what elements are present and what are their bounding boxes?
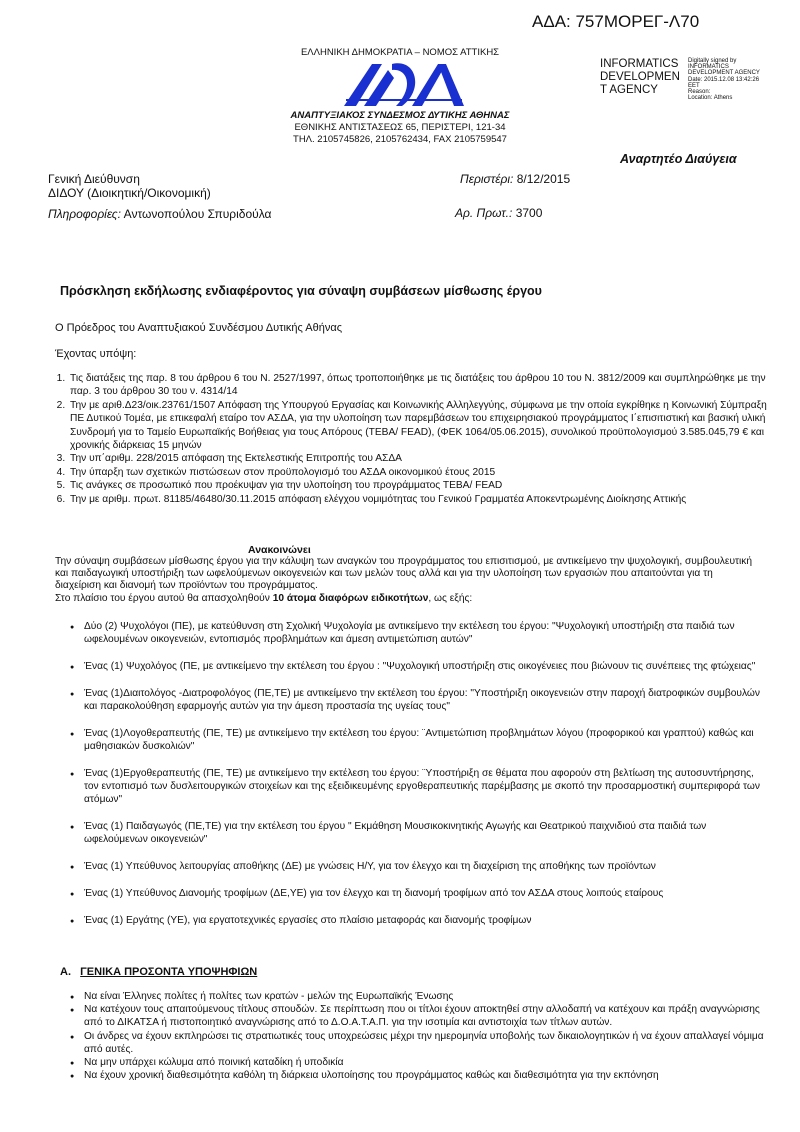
- having-line: Έχοντας υπόψη:: [55, 348, 137, 360]
- list-item: ● Να έχουν χρονική διαθεσιμότητα καθόλη τη διάρκεια υλοποίησης του προγράμματος καθώς και διαθεσιμότητα για την εκπόνηση: [84, 1069, 764, 1082]
- protocol-line: Αρ. Πρωτ.: 3700: [455, 206, 543, 220]
- list-item: 1. Τις διατάξεις της παρ. 8 του άρθρου 6 του Ν. 2527/1997, όπως τροποποιήθηκε με τις διατάξεις του άρθρου 10 του Ν. 3812/2009 και συμπληρώθηκε με την παρ. 3 του άρθρου 30 του ν. 4314/14: [68, 372, 768, 399]
- list-item: 5. Τις ανάγκες σε προσωπικό που προέκυψαν για την υλοποίηση του προγράμματος ΤΕΒΑ/ FEAD: [68, 479, 768, 492]
- list-item: ● Ένας (1) Παιδαγωγός (ΠΕ,ΤΕ) για την εκτέλεση του έργου " Εκμάθηση Μουσικοκινητικής Αγωγής και Θεατρικού παιχνιδιού στα παιδιά των ωφελούμενων οικογενειών": [84, 820, 764, 846]
- list-item: ● Δύο (2) Ψυχολόγοι (ΠΕ), με κατεύθυνση στη Σχολική Ψυχολογία με αντικείμενο την εκτέλεση του έργου: "Ψυχολογική υποστήριξη στα παιδιά των ωφελουμένων οικογενειών, εντοπισμός προβλημάτων και άμεση αντιμετώπιση αυτών": [84, 620, 764, 646]
- org-address: ΕΘΝΙΚΗΣ ΑΝΤΙΣΤΑΣΕΩΣ 65, ΠΕΡΙΣΤΕΡΙ, 121-34: [294, 122, 506, 133]
- announce-body: Την σύναψη συμβάσεων μίσθωσης έργου για την κάλυψη των αναγκών του προγράμματος του επισιτισμού, με αντικείμενο την ψυχολογική, συμβουλευτική και παιδαγωγική υποστήριξη των ωφελούμενων οικογενειών και των μελών τους αλλά και για την υλοποίηση των εργασιών που απαιτούνται για τη διαχείριση και διανομή των προϊόντων του προγράμματος. Στο πλαίσιο του έργου αυτού θα απασχοληθούν 10 άτομα διαφόρων ειδικοτήτων, ως εξής:: [55, 556, 753, 604]
- list-item: ● Ένας (1) Υπεύθυνος Διανομής τροφίμων (ΔΕ,ΥΕ) για τον έλεγχο και τη διανομή τροφίμων από τον ΑΣΔΑ στους λοιπούς εταίρους: [84, 887, 764, 900]
- date-line: Περιστέρι: 8/12/2015: [460, 172, 571, 186]
- asda-logo: [342, 60, 466, 108]
- org-name: ΑΝΑΠΤΥΞΙΑΚΟΣ ΣΥΝΔΕΣΜΟΣ ΔΥΤΙΚΗΣ ΑΘΗΝΑΣ: [290, 110, 510, 121]
- signature-name: INFORMATICS DEVELOPMEN T AGENCY: [600, 58, 680, 96]
- info-line: Πληροφορίες: Αντωνοπούλου Σπυριδούλα: [48, 207, 272, 221]
- list-item: ● Να μην υπάρχει κώλυμα από ποινική καταδίκη ή υποδικία: [84, 1056, 764, 1069]
- section-a-heading: Α. ΓΕΝΙΚΑ ΠΡΟΣΟΝΤΑ ΥΠΟΨΗΦΙΩΝ: [60, 966, 258, 978]
- org-phones: ΤΗΛ. 2105745826, 2105762434, FAX 2105759547: [293, 134, 507, 145]
- list-item: ● Ένας (1)Διαιτολόγος -Διατροφολόγος (ΠΕ,ΤΕ) με αντικείμενο την εκτέλεση του έργου: "Υποστήριξη οικογενειών στην παροχή διατροφικών συμβουλών και παρακολούθηση εφαρμογής αυτών για την άμεση προστασία της υγείας τους": [84, 687, 764, 713]
- list-item: ● Ένας (1)Λογοθεραπευτής (ΠΕ, ΤΕ) με αντικείμενο την εκτέλεση του έργου: ¨Αντιμετώπιση προβλημάτων λόγου (προφορικού και γραπτού) καθώς και μαθησιακών δυσκολιών": [84, 727, 764, 753]
- signature-details: Digitally signed by INFORMATICS DEVELOPMENT AGENCY Date: 2015.12.08 13:42:26 EET Reason: Location: Athens: [688, 58, 760, 102]
- list-item: 6. Την με αριθμ. πρωτ. 81185/46480/30.11.2015 απόφαση ελέγχου νομιμότητας του Γενικού Γραμματέα Αποκεντρωμένης Διοίκησης Αττικής: [68, 493, 768, 506]
- positions-list: [70, 620, 764, 927]
- ada-code: ΑΔΑ: 757ΜΟΡΕΓ-Λ70: [532, 12, 700, 31]
- list-item: ● Ένας (1) Ψυχολόγος (ΠΕ, με αντικείμενο την εκτέλεση του έργου : "Ψυχολογική υποστήριξη στις οικογένειες που βιώνουν τις συνέπειες της φτώχειας": [84, 660, 764, 673]
- considerations-list: [50, 372, 768, 506]
- list-item: 3. Την υπ΄αριθμ. 228/2015 απόφαση της Εκτελεστικής Επιτροπής του ΑΣΔΑ: [68, 452, 768, 465]
- republic-heading: ΕΛΛΗΝΙΚΗ ΔΗΜΟΚΡΑΤΙΑ – ΝΟΜΟΣ ΑΤΤΙΚΗΣ: [300, 47, 500, 58]
- list-item: ● Ένας (1)Εργοθεραπευτής (ΠΕ, ΤΕ) με αντικείμενο την εκτέλεση του έργου: ¨Υποστήριξη σε θέματα που αφορούν στη βελτίωση της αυτοσυντήρησης, τον εντοπισμό των δυσλειτουργικών στοιχείων και της εξειδικευμένης εργοθεραπευτικής παρέμβασης με σκοπό την προσαρμοστική συμπεριφορά των ατόμων": [84, 767, 764, 806]
- list-item: ● Ένας (1) Υπεύθυνος λειτουργίας αποθήκης (ΔΕ) με γνώσεις Η/Υ, για τον έλεγχο και τη διαχείριση της αποθήκης των προϊόντων: [84, 860, 764, 873]
- diavgeia-label: Αναρτητέο Διαύγεια: [620, 152, 737, 166]
- document-title: Πρόσκληση εκδήλωσης ενδιαφέροντος για σύναψη συμβάσεων μίσθωσης έργου: [60, 284, 542, 298]
- requirements-list: [70, 990, 764, 1082]
- list-item: ● Οι άνδρες να έχουν εκπληρώσει τις στρατιωτικές τους υποχρεώσεις μέχρι την ημερομηνία υποβολής των δικαιολογητικών ή να έχουν απαλλαγεί νόμιμα από αυτές.: [84, 1030, 764, 1056]
- list-item: ● Να κατέχουν τους απαιτούμενους τίτλους σπουδών. Σε περίπτωση που οι τίτλοι έχουν αποκτηθεί στην αλλοδαπή να κατέχουν και πράξη αναγνώρισης από το ΔΙΚΑΤΣΑ ή πιστοποιητικό αναγνώρισης από το Δ.Ο.Α.Τ.Α.Π. για την ισοτιμία και αντιστοιχία των τίτλων αυτών.: [84, 1003, 764, 1029]
- dept-line-1: Γενική Διεύθυνση: [48, 172, 140, 186]
- president-line: Ο Πρόεδρος του Αναπτυξιακού Συνδέσμου Δυτικής Αθήνας: [55, 322, 342, 334]
- announce-heading: Ανακοινώνει: [248, 544, 311, 556]
- dept-line-2: ΔΙΔΟΥ (Διοικητική/Οικονομική): [48, 186, 211, 200]
- list-item: ● Ένας (1) Εργάτης (ΥΕ), για εργατοτεχνικές εργασίες στο πλαίσιο μεταφοράς και διανομής τροφίμων: [84, 914, 764, 927]
- list-item: 2. Την με αριθ.Δ23/οικ.23761/1507 Απόφαση της Υπουργού Εργασίας και Κοινωνικής Αλληλεγγύης, σύμφωνα με την οποία εγκρίθηκε η Κοινωνική Σύμπραξη ΠΕ Δυτικού Τομέα, με επικεφαλή εταίρο τον ΑΣΔΑ, για την υλοποίηση των παρεμβάσεων του επιχειρησιακού προγράμματος Ι΄επισιτιστική και βασική υλική Συνδρομή για το Ταμείο Ευρωπαϊκής Βοήθειας για τους Απόρους (ΤΕΒΑ/ FEAD), (ΦΕΚ 1064/05.06.2015), συνολικού προϋπολογισμού 3.585.045,79 € και χρονικής διάρκειας 15 μηνών: [68, 399, 768, 453]
- list-item: 4. Την ύπαρξη των σχετικών πιστώσεων στον προϋπολογισμό του ΑΣΔΑ οικονομικού έτους 2015: [68, 466, 768, 479]
- list-item: ● Να είναι Έλληνες πολίτες ή πολίτες των κρατών - μελών της Ευρωπαϊκής Ένωσης: [84, 990, 764, 1003]
